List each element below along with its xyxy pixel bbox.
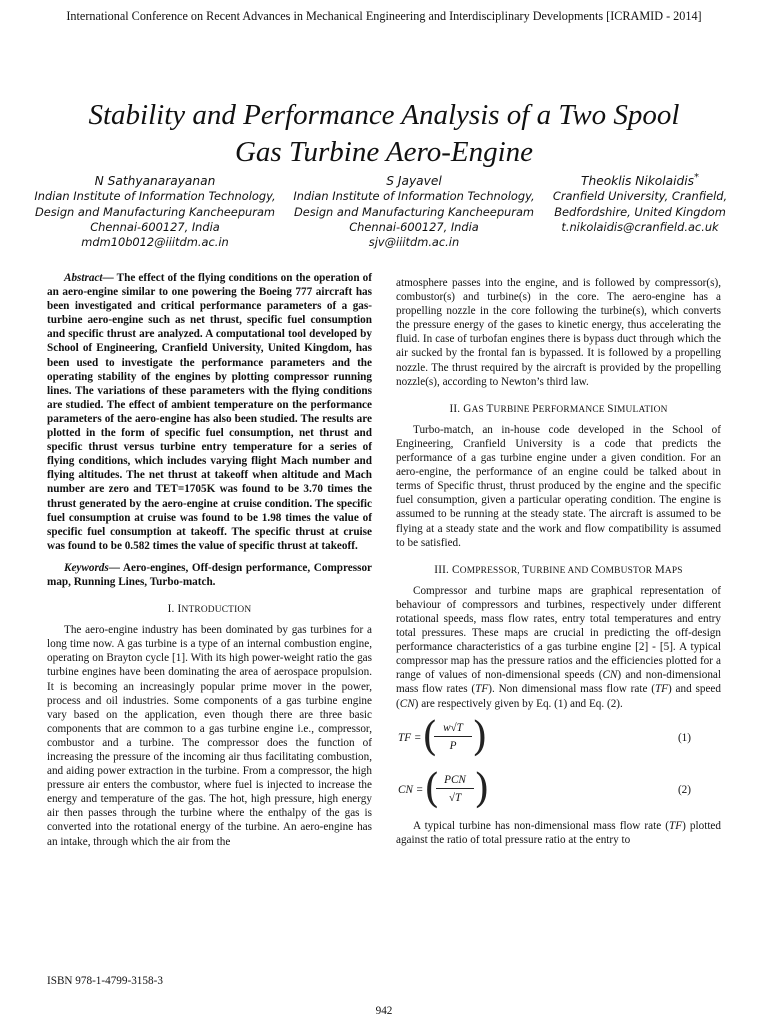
author-affiliation: Indian Institute of Information Technology,: [34, 189, 276, 204]
author-name: Theoklis Nikolaidis*: [581, 171, 699, 188]
introduction-paragraph: The aero-engine industry has been dominated by gas turbines for a long time now. A gas turbine is a type of an internal combustion engine, operating on Brayton cycle [1]. With its high power-weight ratio the gas turbine engines have been dominating the area of aerospace propulsion. It is becoming an increasingly popular prime mover in the power, process and oil industries. Some components of a gas turbine engine vary based on the application, even though there are three basic components that are common to a gas turbine engine i.e., compressor, combustor and a turbine. The compressor does the function of increasing the pressure of the incoming air thus facilitating combustion, and aiding power extraction in the turbine. From a compressor, the high pressure air enters the combustor, where fuel is injected to increase the energy and temperature of the gas. The hot, high pressure, high energy air then passes through the turbine where the enthalpy of the gas is converted into the rotational energy of the turbine. An aero-engine has an intake, through which the air from the: [47, 624, 372, 848]
author-affiliation: Chennai-600127, India: [90, 219, 220, 234]
author-email: sjv@iiitdm.ac.in: [368, 235, 460, 250]
abstract: [47, 271, 372, 553]
author-name: S Jayavel: [386, 174, 442, 188]
page-number: 942: [375, 1005, 393, 1017]
simulation-paragraph: Turbo-match, an in-house code developed in the School of Engineering, Cranfield University is a code that predicts the performance of a gas turbine engine under a given condition. For an aero-engine, the performance of an engine could be talked about in terms of Specific thrust, thrust produced by the engine and the specific fuel consumption, given a particular operating condition. The engine is assumed to be running at the steady state. The aircraft is assumed to be flying at a steady state and the work and flow compatibility is assumed to be satisfied.: [396, 423, 721, 549]
abstract-text: — The effect of the flying conditions on the operation of an aero-engine similar to one powering the Boeing 777 aircraft has been investigated and critical performance parameters of a gas-turbine aero-engine such as net thrust, specific fuel consumption and specific thrust are analyzed. A computational tool developed by School of Engineering, Cranfield University, United Kingdom, has been used to investigate the performance parameters and the operating stability of the engines by plotting compressor running lines. The variations of these parameters with the flying conditions are studied. The effect of ambient temperature on the performance parameters of the aero-engine has also been studied. The results are plotted in the form of specific fuel consumption, net thrust and specific thrust versus turbine entry temperature for a series of flying conditions, which includes varying flight Mach number and flying altitudes. The net thrust at takeoff when altitude and Mach number are zero and TET=1705K was found to be 3.70 times the thrust generated by the aero-engine at cruise condition. The specific fuel consumption at cruise was found to be 1.98 times the value of specific fuel consumption at takeoff. The specific thrust at cruise was found to be 0.582 times the value of specific thrust at takeoff.: [47, 272, 372, 552]
author-name: N Sathyanarayanan: [94, 174, 216, 188]
fraction: PCN √T: [436, 773, 474, 805]
author-affiliation: Indian Institute of Information Technology,: [293, 189, 535, 204]
author-block-3: [530, 171, 750, 235]
author-affiliation: Chennai-600127, India: [349, 219, 479, 234]
author-block-1: [20, 174, 290, 250]
left-paren-icon: (: [424, 765, 440, 812]
equation-number: (1): [677, 731, 691, 744]
author-affiliation: Bedfordshire, United Kingdom: [554, 204, 726, 219]
right-paren-icon: ): [474, 765, 490, 812]
author-email: t.nikolaidis@cranfield.ac.uk: [561, 219, 719, 234]
keywords-label: Keywords: [64, 561, 109, 574]
introduction-continued: atmosphere passes into the engine, and is followed by compressor(s), combustor(s) and turbine(s) in the core. The aero-engine has a propelling nozzle in the core following the turbine(s), which converts the pressure energy of the gases to kinetic energy, thus accelerating the fluid. In case of turbofan engines there is bypass duct through which the air sucked by the frontal fan is bypassed. It is followed by a propelling nozzle. The thrust required by the aircraft is provided by the propelling nozzle(s), according to Newton’s third law.: [396, 277, 721, 388]
fraction: $\frac{w√T}{P}$: [434, 721, 472, 753]
left-paren-icon: (: [422, 713, 438, 760]
section-heading-maps: III. COMPRESSOR, TURBINE AND COMBUSTOR MAPS: [434, 563, 683, 576]
turbine-paragraph: A typical turbine has non-dimensional mass flow rate (TF) plotted against the ratio of total pressure ratio at the entry to: [396, 819, 721, 846]
author-affiliation: Design and Manufacturing Kancheepuram: [293, 204, 535, 219]
equation-1: TF = ( $\frac{w√T}{P}$ ) (1): [398, 713, 691, 760]
author-affiliation: Cranfield University, Cranfield,: [552, 189, 728, 204]
paper-title-line-2: Gas Turbine Aero-Engine: [234, 136, 534, 168]
author-block-2: [280, 174, 548, 250]
maps-paragraph: Compressor and turbine maps are graphical representation of behaviour of compressors and turbines, respectively under different rotational speeds, mass flow rates, entry total temperatures and entry total pressures. These maps are crucial in predicting the off-design performance characteristics of a gas turbine engine [2] - [5]. A typical compressor map has the pressure ratios and the efficiencies plotted for a range of values of non-dimensional speeds (CN) and non-dimensional mass flow rates (TF). Non dimensional mass flow rate (TF) and speed (CN) are respectively given by Eq. (1) and Eq. (2).: [396, 584, 721, 710]
section-heading-simulation: II. GAS TURBINE PERFORMANCE SIMULATION: [449, 402, 668, 415]
section-heading-introduction: I. INTRODUCTION: [167, 603, 252, 616]
isbn: ISBN 978-1-4799-3158-3: [47, 975, 163, 987]
keywords: [47, 561, 372, 589]
author-email: mdm10b012@iiitdm.ac.in: [81, 235, 229, 250]
paper-title-line-1: Stability and Performance Analysis of a Two Spool: [88, 99, 680, 131]
keywords-text: — Aero-engines, Off-design performance, Compressor map, Running Lines, Turbo-match.: [47, 561, 372, 588]
abstract-label: Abstract: [64, 272, 103, 284]
left-column: [47, 271, 372, 849]
equation-number: (2): [677, 783, 691, 796]
author-affiliation: Design and Manufacturing Kancheepuram: [34, 204, 276, 219]
conference-header: International Conference on Recent Advances in Mechanical Engineering and Interdisciplinary Developments [ICRAMID - 2014]: [66, 9, 702, 23]
equation-2: CN = ( PCN √T ) (2): [398, 765, 691, 812]
corresponding-author-mark: *: [693, 171, 699, 183]
right-paren-icon: ): [472, 713, 488, 760]
right-column: [396, 276, 721, 847]
